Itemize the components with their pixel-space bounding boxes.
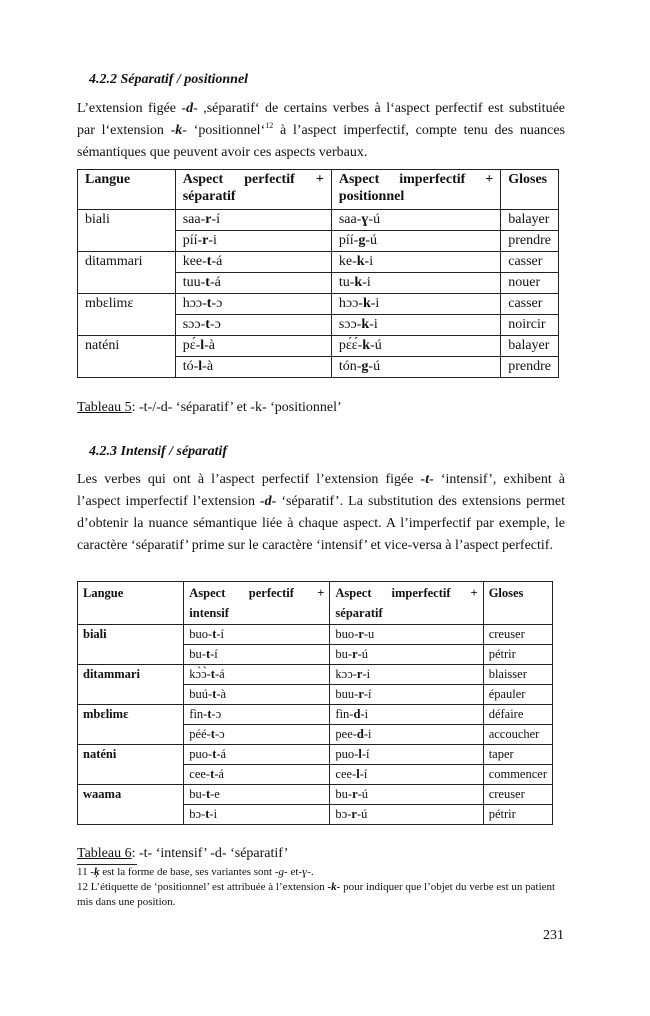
table-row (78, 294, 559, 315)
perfectif-form (175, 231, 331, 252)
paragraph-separatif (77, 98, 565, 164)
imperfectif-form (330, 685, 483, 705)
form-part: -á (209, 275, 221, 290)
imperfectif-form (330, 625, 483, 645)
header-word: + (470, 586, 478, 600)
gloss: balayer (501, 336, 559, 357)
extension-morpheme: t (207, 707, 212, 721)
form-part: -ɔ (211, 707, 222, 721)
table-row (78, 625, 553, 645)
header-word: Aspect (182, 172, 224, 187)
header-word: Aspect (189, 586, 226, 600)
gloss: taper (483, 745, 552, 765)
form-part: -i (362, 275, 371, 290)
form-part: puo- (189, 747, 213, 761)
text-run: et (287, 866, 299, 878)
extension-morpheme: t (210, 667, 215, 681)
extension-morpheme: r (358, 687, 364, 701)
form-part: bu- (335, 787, 353, 801)
extension-morpheme: t (205, 787, 211, 801)
extension-morpheme: k (354, 275, 363, 290)
extension-morpheme: l (358, 747, 362, 761)
form-part: sɔɔ- (182, 317, 206, 332)
form-part: cee- (335, 767, 357, 781)
gloss: creuser (483, 785, 552, 805)
text-run: -ɣ- (298, 866, 311, 878)
form-part: -ɔ (211, 296, 223, 311)
form-part: buú- (189, 687, 213, 701)
extension-morpheme: g (361, 359, 369, 374)
gloss: prendre (501, 357, 559, 378)
perfectif-form (175, 294, 331, 315)
header-word: imperfectif (391, 586, 451, 600)
table-row (78, 336, 559, 357)
extension-morpheme: t (210, 767, 215, 781)
form-part: puo- (335, 747, 359, 761)
gloss: casser (501, 294, 559, 315)
imperfectif-form (330, 645, 483, 665)
form-part: -e (210, 787, 220, 801)
text-run: Les verbes qui ont à l’aspect perfectif l’extension figée (77, 472, 421, 487)
text-run: à l’aspect imperfectif, compte tenu des nuances sémantiques que peuvent avoir ces aspects verbaux. (77, 123, 566, 160)
extension-morpheme: g (358, 233, 366, 248)
form-part: pɛ́ɛ́- (338, 338, 363, 353)
imperfectif-form (330, 665, 483, 685)
extension-morpheme: t (212, 687, 217, 701)
form-part: -á (211, 254, 223, 269)
language-cell: waama (78, 785, 184, 825)
extension-morpheme: k (356, 254, 365, 269)
extension-morpheme: t (205, 275, 210, 290)
header-word: perfectif (244, 172, 295, 187)
imperfectif-form (330, 805, 483, 825)
form-part: tón- (338, 359, 362, 374)
form-part: -í (216, 627, 225, 641)
gloss: pétrir (483, 805, 552, 825)
imperfectif-form (331, 273, 500, 294)
extension-morpheme: t (206, 296, 212, 311)
text-run: -t- (420, 472, 434, 487)
imperfectif-form (331, 252, 500, 273)
perfectif-form (184, 725, 330, 745)
text-run: - ,séparatif‘ de certains verbes à l‘aspect perfectif est substituée par l‘extension - (77, 101, 565, 138)
imperfectif-form (331, 315, 500, 336)
form-part: -ɔ (209, 317, 221, 332)
table6-caption-label: Tableau 6 (77, 846, 132, 861)
form-part: ke- (338, 254, 357, 269)
perfectif-form (184, 685, 330, 705)
form-part: -ú (365, 233, 377, 248)
language-cell: mbɛlimɛ (78, 705, 184, 745)
perfectif-form (184, 625, 330, 645)
form-part: -ú (357, 787, 369, 801)
gloss: défaire (483, 705, 552, 725)
form-part: bɔ- (189, 807, 206, 821)
gloss: nouer (501, 273, 559, 294)
form-part: hɔɔ- (182, 296, 207, 311)
perfectif-form (175, 357, 331, 378)
gloss: commencer (483, 765, 552, 785)
table-row (78, 705, 553, 725)
footnotes (77, 865, 557, 910)
form-part: hɔɔ- (338, 296, 363, 311)
table6-caption (77, 846, 288, 862)
form-part: -í (361, 747, 370, 761)
gloss: blaisser (483, 665, 552, 685)
language-cell: naténi (78, 745, 184, 785)
table-intensif-separatif (77, 581, 553, 825)
text-run: -d- (260, 494, 277, 509)
header-aspect-perfectif (184, 582, 330, 625)
form-part: cee- (189, 767, 211, 781)
form-part: -à (202, 359, 214, 374)
form-part: kɔɔ- (335, 667, 357, 681)
imperfectif-form (331, 210, 500, 231)
form-part: -á (216, 747, 227, 761)
table-row (78, 665, 553, 685)
form-part: kee- (182, 254, 207, 269)
imperfectif-form (330, 765, 483, 785)
form-part: -í (210, 647, 218, 661)
form-part: -í (211, 212, 221, 227)
language-cell: ditammari (78, 665, 184, 705)
form-part: buo- (189, 627, 213, 641)
perfectif-form (184, 665, 330, 685)
extension-morpheme: r (202, 233, 209, 248)
header-word: + (485, 172, 494, 187)
form-part: -ú (356, 807, 368, 821)
form-part: -i (362, 667, 371, 681)
gloss: noircir (501, 315, 559, 336)
language-cell: naténi (78, 336, 176, 378)
extension-morpheme: r (205, 212, 212, 227)
form-part: -í (363, 687, 372, 701)
header-aspect-imperfectif (330, 582, 483, 625)
imperfectif-form (331, 294, 500, 315)
header-gloses: Gloses (483, 582, 552, 625)
header-word: + (317, 586, 325, 600)
section-heading-separatif: 4.2.2 Séparatif / positionnel (89, 72, 249, 87)
form-part: -i (370, 296, 380, 311)
form-part: sɔɔ- (338, 317, 362, 332)
form-part: -i (369, 317, 378, 332)
imperfectif-form (331, 336, 500, 357)
text-run: ‘intensif’, exhibent à l’aspect imperfectif l’extension (77, 472, 565, 509)
text-run: - ‘positionnel‘ (182, 123, 266, 138)
form-part: -á (214, 767, 224, 781)
table5-caption (77, 400, 342, 416)
form-part: tó- (182, 359, 199, 374)
form-part: saa- (182, 212, 206, 227)
gloss: prendre (501, 231, 559, 252)
extension-morpheme: r (356, 667, 363, 681)
table5-caption-text: : -t-/-d- ‘séparatif’ et -k- ‘positionnel’ (131, 400, 342, 415)
language-cell: biali (78, 210, 176, 252)
imperfectif-form (331, 357, 500, 378)
imperfectif-form (331, 231, 500, 252)
form-part: -à (204, 338, 216, 353)
section-heading-intensif: 4.2.3 Intensif / séparatif (89, 444, 228, 459)
language-cell: mbɛlimɛ (78, 294, 176, 336)
text-run: ‘séparatif’. La substitution des extensions permet d’obtenir la nuance sémantique liée à chaque aspect. A l’imperfectif par exemple, le caractère ‘séparatif’ prime sur le caractère ‘intensif’ et vice-versa à l’aspect perfectif. (77, 494, 565, 553)
footnote-12 (77, 880, 557, 910)
text-run: -g- (274, 866, 288, 878)
form-part: bɔ- (335, 807, 352, 821)
extension-morpheme: d (353, 707, 361, 721)
extension-morpheme: t (210, 727, 215, 741)
perfectif-form (184, 745, 330, 765)
perfectif-form (184, 645, 330, 665)
header-gloses: Gloses (501, 170, 559, 210)
header-word: imperfectif (399, 172, 466, 187)
header-word: + (315, 172, 324, 187)
form-part: píí- (338, 233, 359, 248)
form-part: tuu- (182, 275, 206, 290)
table-row (78, 745, 553, 765)
form-part: pɛ́- (182, 338, 201, 353)
header-line2: séparatif (182, 189, 236, 204)
table6-caption-text: : -t- ‘intensif’ -d- ‘séparatif’ (131, 846, 289, 861)
form-part: píí- (182, 233, 203, 248)
form-part: -i (208, 233, 217, 248)
form-part: -ú (368, 359, 381, 374)
perfectif-form (175, 210, 331, 231)
extension-morpheme: t (212, 747, 217, 761)
table-header-row (78, 582, 553, 625)
language-cell: biali (78, 625, 184, 665)
form-part: -i (360, 707, 369, 721)
header-langue: Langue (78, 170, 176, 210)
perfectif-form (184, 705, 330, 725)
gloss: pétrir (483, 645, 552, 665)
extension-morpheme: t (205, 807, 210, 821)
form-part: bu- (189, 787, 206, 801)
extension-morpheme: l (198, 359, 203, 374)
language-cell: ditammari (78, 252, 176, 294)
extension-morpheme: l (356, 767, 360, 781)
form-part: kɔ̀ɔ̀- (189, 667, 211, 681)
extension-morpheme: k (362, 338, 371, 353)
extension-morpheme: t (205, 317, 210, 332)
imperfectif-form (330, 725, 483, 745)
perfectif-form (175, 273, 331, 294)
paragraph-intensif (77, 469, 565, 557)
extension-morpheme: t (212, 627, 217, 641)
form-part: bu- (335, 647, 353, 661)
perfectif-form (175, 252, 331, 273)
imperfectif-form (330, 705, 483, 725)
gloss: creuser (483, 625, 552, 645)
text-run: k (175, 123, 183, 138)
form-part: péé- (189, 727, 211, 741)
text-run: 12 L’étiquette de ‘positionnel’ est attribuée à l’extension (77, 881, 328, 893)
text-run: est la forme de base, ses variantes sont (99, 866, 275, 878)
form-part: fìn- (335, 707, 354, 721)
table-row (78, 785, 553, 805)
page-number: 231 (543, 928, 564, 943)
gloss: balayer (501, 210, 559, 231)
header-langue: Langue (78, 582, 184, 625)
form-part: -à (216, 687, 227, 701)
form-part: -u (363, 627, 375, 641)
form-part: -ú (357, 647, 369, 661)
form-part: -ɔ (214, 727, 225, 741)
imperfectif-form (330, 745, 483, 765)
form-part: buo- (335, 627, 359, 641)
form-part: -á (214, 667, 225, 681)
table-row (78, 210, 559, 231)
perfectif-form (184, 805, 330, 825)
extension-morpheme: ɣ (361, 212, 369, 227)
text-run: pour indiquer que l’objet du verbe est un patient mis dans une position. (77, 881, 556, 908)
text-run: d (186, 101, 194, 116)
gloss: casser (501, 252, 559, 273)
form-part: -ú (370, 338, 382, 353)
footnote-ref: 12 (265, 121, 274, 130)
header-line2: positionnel (338, 189, 405, 204)
extension-morpheme: l (200, 338, 205, 353)
table5-caption-label: Tableau 5 (77, 400, 132, 415)
table-row (78, 252, 559, 273)
header-aspect-perfectif (175, 170, 331, 210)
table-header-row (78, 170, 559, 210)
extension-morpheme: r (352, 647, 358, 661)
form-part: -i (363, 727, 372, 741)
header-aspect-imperfectif (331, 170, 500, 210)
form-part: fìn- (189, 707, 208, 721)
extension-morpheme: r (352, 787, 358, 801)
perfectif-form (175, 336, 331, 357)
form-part: tu- (338, 275, 355, 290)
perfectif-form (175, 315, 331, 336)
form-part: -ú (368, 212, 381, 227)
form-part: -í (359, 767, 368, 781)
header-line2: séparatif (335, 606, 383, 620)
extension-morpheme: d (356, 727, 364, 741)
form-part: -i (364, 254, 374, 269)
text-run: -k- (327, 881, 341, 893)
extension-morpheme: t (205, 647, 211, 661)
text-run: L’extension figée - (77, 101, 187, 116)
extension-morpheme: k (361, 317, 370, 332)
form-part: -i (209, 807, 218, 821)
header-word: Aspect (335, 586, 372, 600)
header-word: perfectif (248, 586, 294, 600)
gloss: épauler (483, 685, 552, 705)
text-run: 11 (77, 866, 91, 878)
form-part: saa- (338, 212, 362, 227)
extension-morpheme: r (358, 627, 364, 641)
table-separatif-positionnel (77, 169, 559, 378)
header-word: Aspect (338, 172, 380, 187)
extension-morpheme: k (362, 296, 371, 311)
perfectif-form (184, 785, 330, 805)
footnote-11 (77, 865, 557, 880)
form-part: bu- (189, 647, 206, 661)
extension-morpheme: r (351, 807, 357, 821)
text-run: -ķ (90, 866, 100, 878)
gloss: accoucher (483, 725, 552, 745)
text-run: . (310, 866, 314, 878)
header-line2: intensif (189, 606, 229, 620)
form-part: buu- (335, 687, 359, 701)
imperfectif-form (330, 785, 483, 805)
extension-morpheme: t (206, 254, 212, 269)
form-part: pee- (335, 727, 357, 741)
perfectif-form (184, 765, 330, 785)
